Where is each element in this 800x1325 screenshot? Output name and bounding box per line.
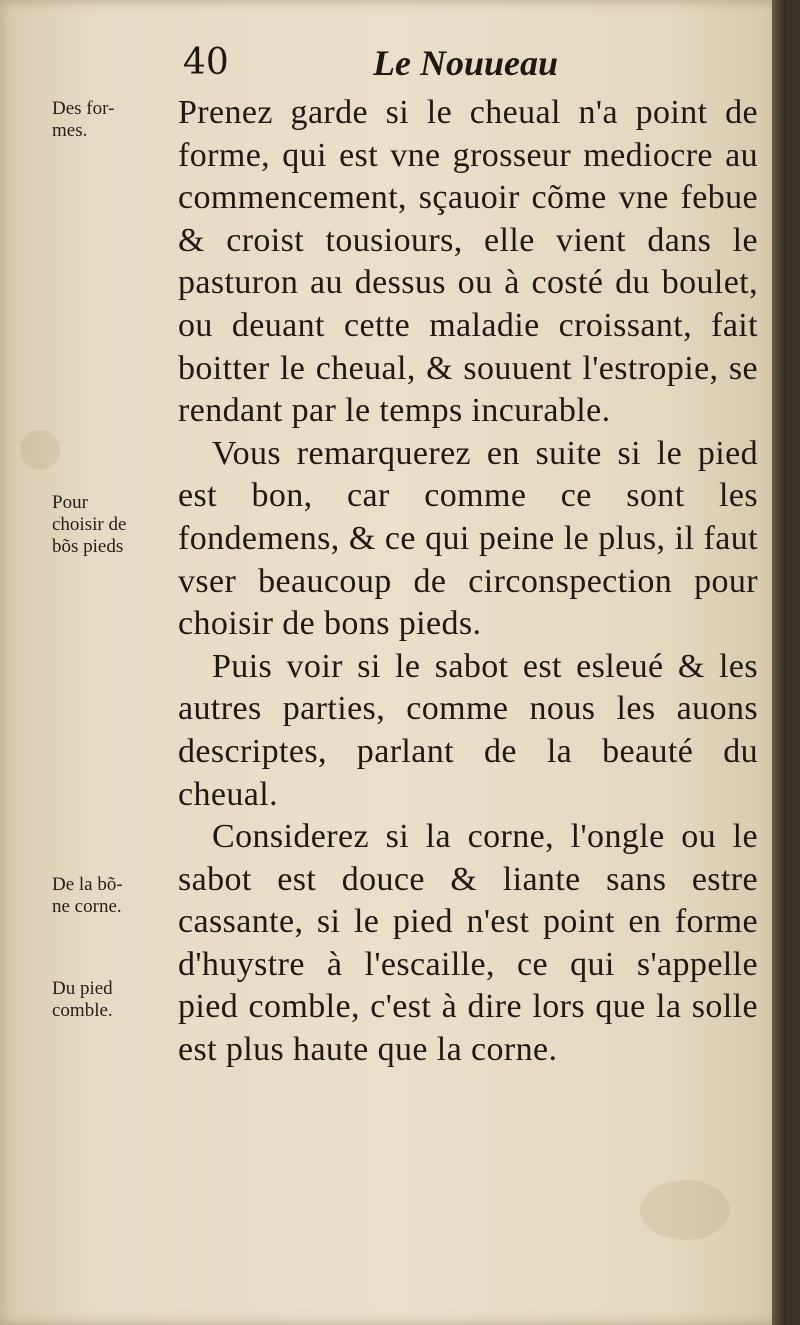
page-header bbox=[175, 42, 735, 92]
paper-stain bbox=[20, 430, 60, 470]
running-title: Le Nouueau bbox=[373, 43, 559, 83]
paper-stain bbox=[640, 1180, 730, 1240]
page-edge-shadow bbox=[772, 0, 786, 1325]
margin-note-bons-pieds: Pour choisir de bõs pieds bbox=[52, 492, 127, 557]
paragraph-formes: Prenez garde si le cheual n'a point de forme, qui est vne grosseur mediocre au commencement, sçauoir cõme vne febue & croist tousiours, elle vient dans le pasturon au dessus ou à costé du boulet, ou deuant cette maladie croissant, fait boitter le cheual, & souuent l'estropie, se rendant par le temps incurable. bbox=[178, 94, 758, 430]
page-number: 40 bbox=[183, 42, 229, 83]
paragraph-pieds: Vous remarquerez en suite si le pied est bon, car comme ce sont les fondemens, & ce qui peine le plus, il faut vser beaucoup de circonspection pour choisir de bons pieds. bbox=[178, 434, 758, 643]
margin-note-bonne-corne: De la bõ- ne corne. bbox=[52, 874, 123, 917]
paragraph-corne: Considerez si la corne, l'ongle ou le sabot est douce & liante sans estre cassante, si le pied n'est point en forme d'huystre à l'escaille, ce qui s'appelle pied comble, c'est à dire lors que la solle est plus haute que la corne. bbox=[178, 818, 758, 1069]
margin-note-formes: Des for- mes. bbox=[52, 98, 115, 141]
body-text bbox=[178, 92, 758, 1072]
margin-note-pied-comble: Du pied comble. bbox=[52, 978, 113, 1021]
paragraph-sabot: Puis voir si le sabot est esleué & les autres parties, comme nous les auons descriptes, parlant de la beauté du cheual. bbox=[178, 647, 758, 813]
